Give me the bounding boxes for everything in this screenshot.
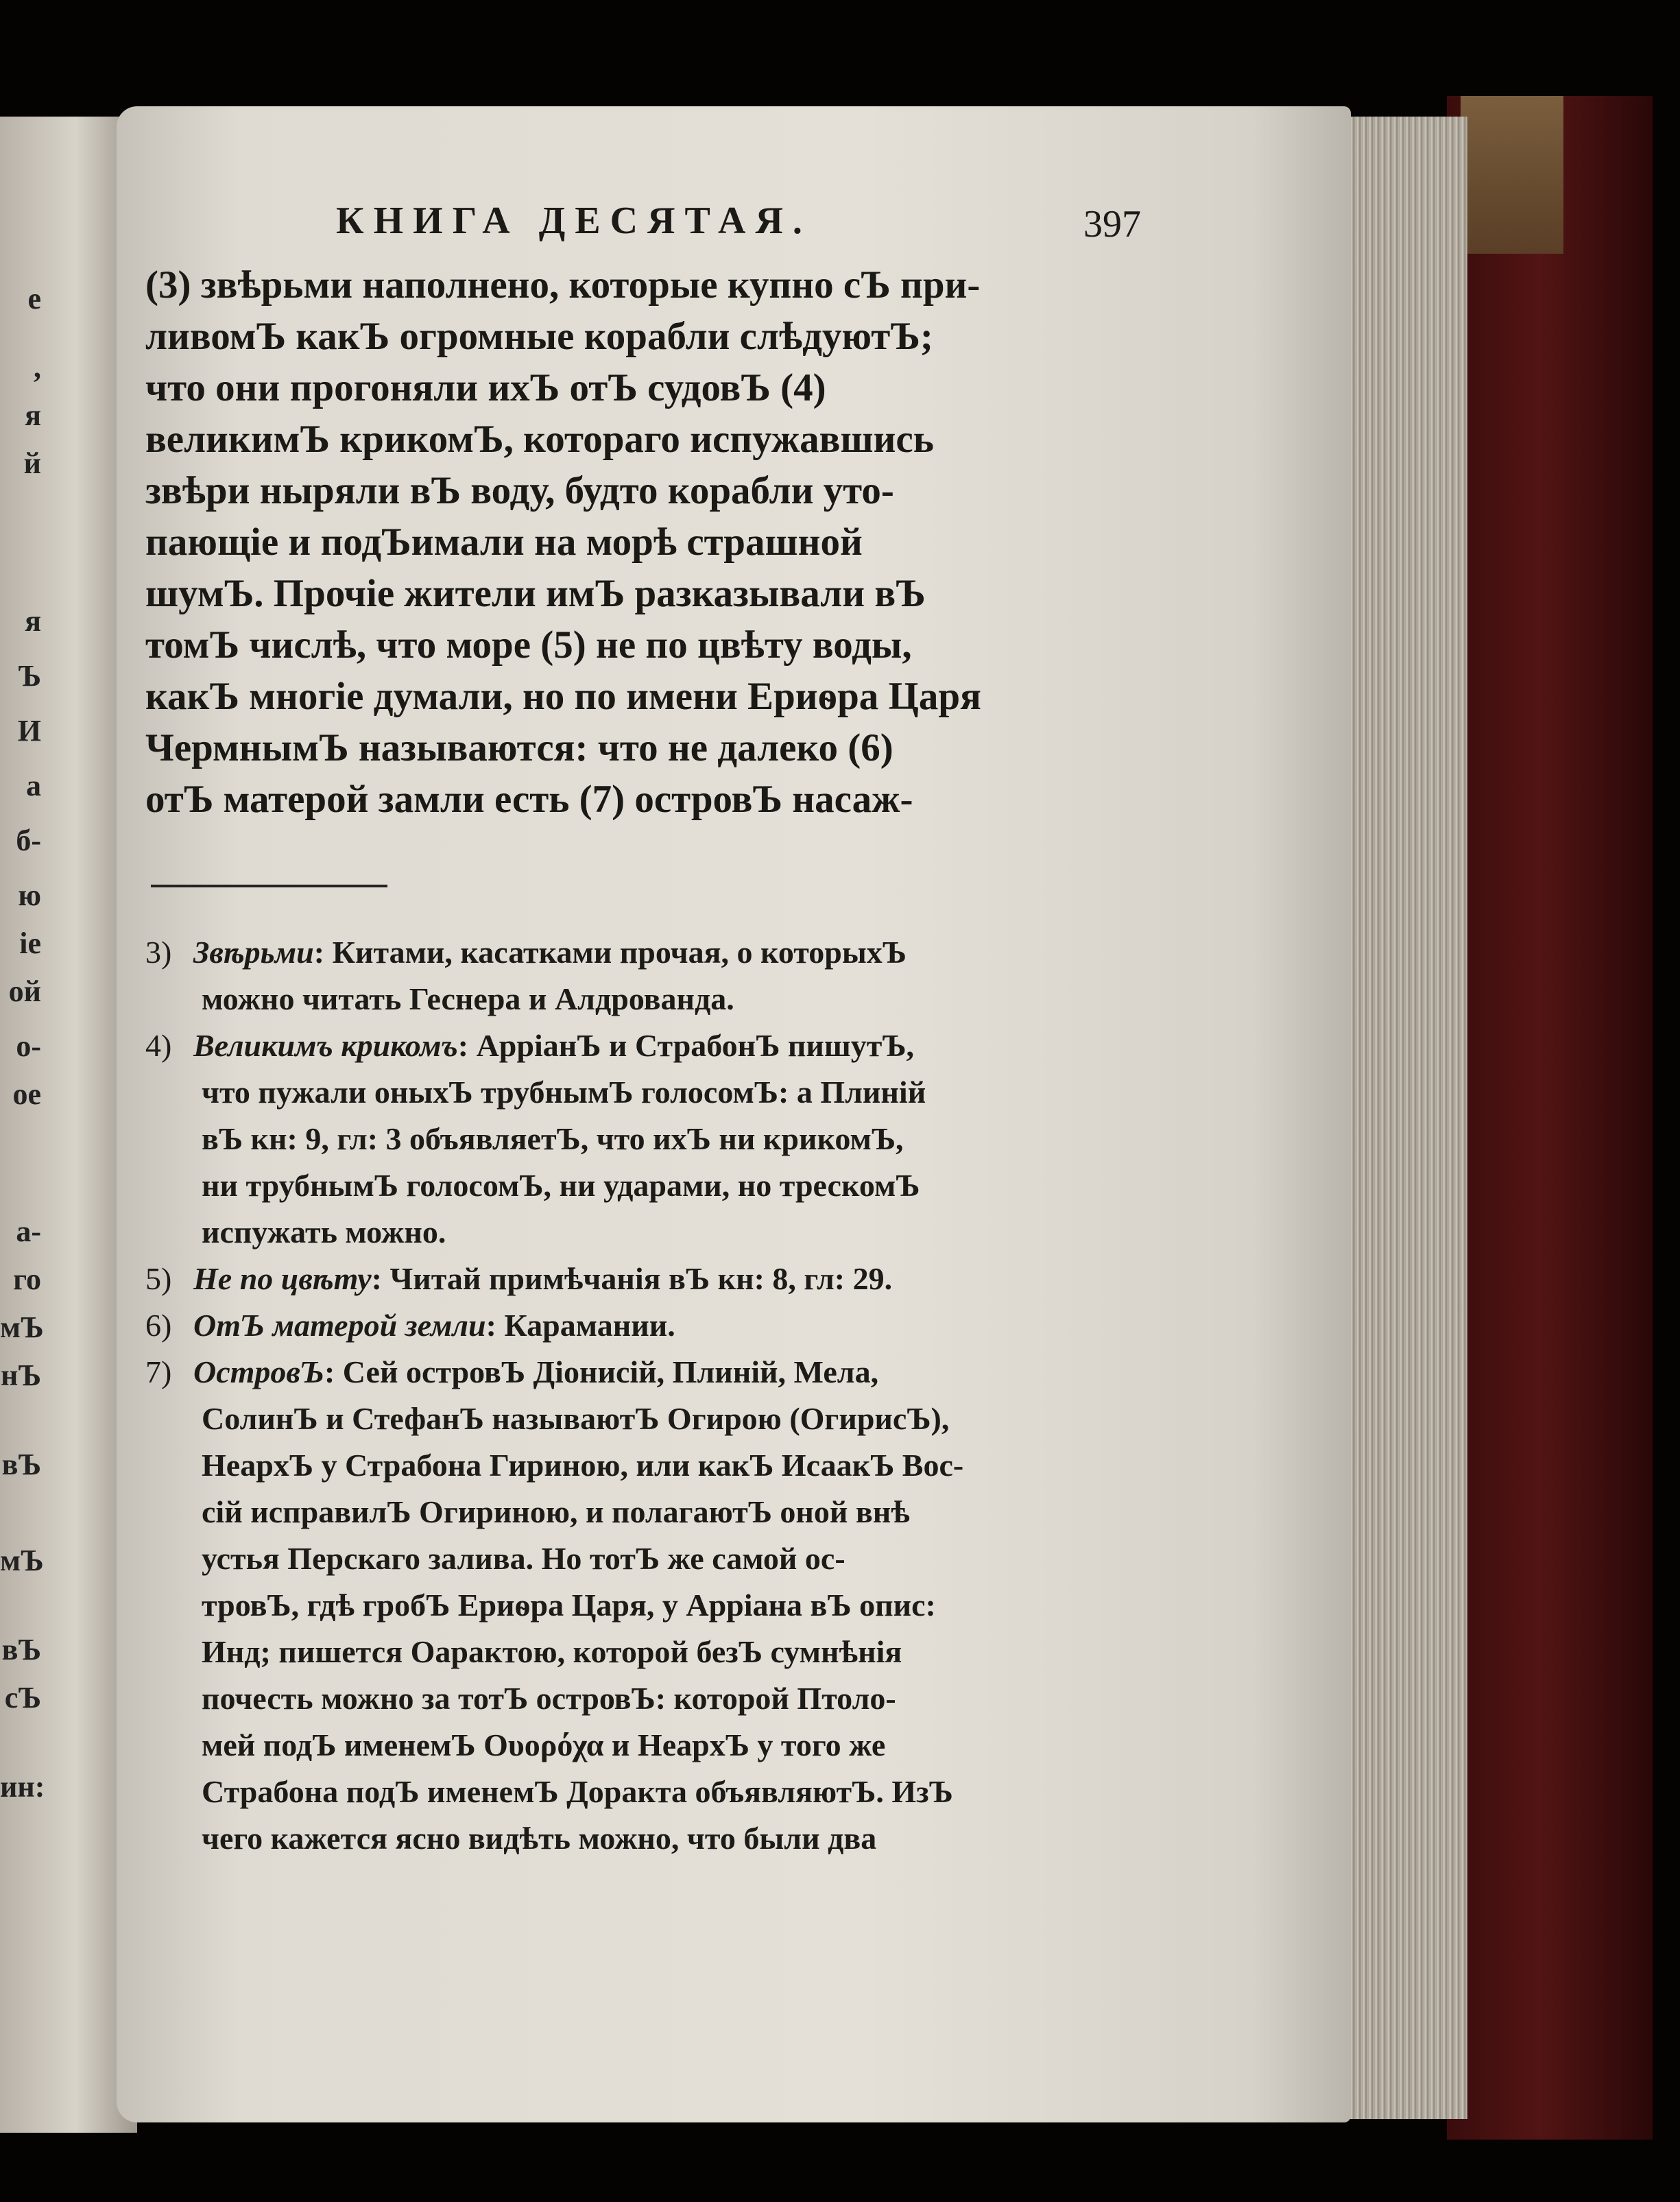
footnote-line: чего кажется ясно видѣть можно, что были два	[202, 1821, 877, 1856]
footnote-term: Звѣрьми	[193, 935, 314, 970]
footnote-line: испужать можно.	[202, 1214, 446, 1249]
footnote-term: Великимъ крикомъ	[193, 1028, 458, 1063]
footnote-text: : Карамании.	[485, 1308, 675, 1343]
book-cover	[1447, 96, 1653, 2140]
footnote-4	[145, 1022, 1174, 1256]
text-line: шумЪ. Прочіе жители имЪ разказывали вЪ	[145, 572, 926, 615]
text-line: ливомЪ какЪ огромные корабли слѣдуютЪ;	[145, 315, 933, 358]
left-page-fragment: ой	[8, 974, 41, 1008]
footnote-line: что пужали оныхЪ трубнымЪ голосомЪ: а Плиній	[202, 1075, 926, 1110]
left-page-fragment: й	[23, 446, 41, 480]
cover-corner	[1461, 96, 1563, 254]
footnote-line	[145, 1256, 1174, 1302]
footnote-line: СолинЪ и СтефанЪ называютЪ Огирою (ОгирисЪ),	[202, 1401, 950, 1436]
left-page-fragment: вЪ	[1, 1448, 41, 1481]
footnote-rule	[151, 885, 387, 887]
left-page-fragment: го	[13, 1262, 41, 1296]
footnote-3	[145, 929, 1174, 1022]
footnote-line: устья Перскаго залива. Но тотЪ же самой ос-	[202, 1541, 845, 1576]
footnote-line: почесть можно за тотЪ островЪ: которой Птоло-	[202, 1681, 896, 1716]
left-page-fragment: мЪ	[0, 1311, 44, 1344]
text-line: ЧермнымЪ называются: что не далеко (6)	[145, 726, 893, 769]
footnotes	[145, 929, 1174, 1862]
left-page-fragment: И	[17, 714, 41, 747]
left-page-fragment: а	[26, 769, 41, 802]
footnote-line: вЪ кн: 9, гл: 3 объявляетЪ, что ихЪ ни крикомЪ,	[202, 1121, 904, 1156]
footnote-line: НеархЪ у Страбона Гириною, или какЪ ИсаакЪ Вос-	[202, 1448, 964, 1483]
footnote-6	[145, 1302, 1174, 1349]
footnote-number: 5)	[145, 1261, 172, 1296]
left-page-fragment: я	[25, 604, 41, 638]
text-line: какЪ многіе думали, но по имени Ериѳра Царя	[145, 675, 981, 718]
page-number: 397	[1083, 203, 1141, 246]
footnote-term: ОстровЪ	[193, 1354, 324, 1389]
left-page-fragment: я	[25, 398, 41, 432]
footnote-5	[145, 1256, 1174, 1302]
text-line: отЪ матерой замли есть (7) островЪ насаж-	[145, 778, 913, 821]
footnote-line: можно читать Геснера и Алдрованда.	[202, 981, 734, 1016]
footnote-text: : АрріанЪ и СтрабонЪ пишутЪ,	[457, 1028, 915, 1063]
footnote-line: Инд; пишется Оарактою, которой безЪ сумнѣнія	[202, 1634, 902, 1669]
footnote-line: мей подЪ именемЪ Ουορόχα и НеархЪ у того же	[202, 1727, 886, 1762]
footnote-term: Не по цвѣту	[193, 1261, 372, 1296]
left-page-fragment: Ъ	[18, 659, 41, 693]
text-line: пающіе и подЪимали на морѣ страшной	[145, 520, 863, 564]
left-page-fragment: е	[27, 282, 41, 315]
footnote-text: : Китами, касатками прочая, о которыхЪ	[313, 935, 907, 970]
footnote-number: 7)	[145, 1354, 172, 1389]
footnote-line	[145, 1022, 1174, 1069]
footnote-number: 3)	[145, 935, 172, 970]
footnote-text: : Сей островЪ Діонисій, Плиній, Мела,	[324, 1354, 879, 1389]
footnote-line: Страбона подЪ именемЪ Доракта объявляютЪ. ИзЪ	[202, 1774, 953, 1809]
text-line: что они прогоняли ихЪ отЪ судовЪ (4)	[145, 366, 826, 409]
footnote-line	[145, 1302, 1174, 1349]
footnote-term: ОтЪ матерой земли	[193, 1308, 486, 1343]
text-line: томЪ числѣ, что море (5) не по цвѣту воды,	[145, 623, 912, 667]
left-page-fragment: сЪ	[4, 1681, 41, 1714]
left-page-fragment: нЪ	[0, 1359, 41, 1392]
text-line: великимЪ крикомЪ, котораго испужавшись	[145, 418, 934, 461]
footnote-line: сій исправилЪ Огириною, и полагаютЪ оной внѣ	[202, 1494, 910, 1529]
left-page-fragment: б-	[16, 824, 41, 857]
footnote-number: 6)	[145, 1308, 172, 1343]
text-line: звѣри ныряли вЪ воду, будто корабли уто-	[145, 469, 894, 512]
left-page-fragment: о-	[16, 1029, 41, 1063]
left-page-fragment: ин:	[0, 1770, 45, 1804]
page-stack-edge	[1337, 117, 1467, 2119]
left-page-fragment: ,	[34, 350, 41, 384]
footnote-line: ни трубнымЪ голосомЪ, ни ударами, но трескомЪ	[202, 1168, 920, 1203]
footnote-text: : Читай примѣчанія вЪ кн: 8, гл: 29.	[371, 1261, 893, 1296]
left-page-fragment: вЪ	[1, 1633, 41, 1666]
footnote-line	[145, 1349, 1174, 1396]
footnote-number: 4)	[145, 1028, 172, 1063]
footnote-7	[145, 1349, 1174, 1862]
running-head: КНИГА ДЕСЯТАЯ.	[336, 200, 812, 242]
footnote-line	[145, 929, 1174, 976]
left-page-fragment: ое	[12, 1077, 41, 1111]
text-line: (3) звѣрьми наполнено, которые купно сЪ при-	[145, 263, 981, 307]
left-page-fragment: іе	[19, 926, 41, 960]
main-text	[145, 259, 1174, 825]
footnote-line: тровЪ, гдѣ гробЪ Ериѳра Царя, у Арріана вЪ опис:	[202, 1588, 936, 1623]
left-page-fragment: ю	[18, 878, 41, 912]
left-page-fragment: а-	[16, 1214, 41, 1248]
left-page-fragment: мЪ	[0, 1544, 44, 1577]
